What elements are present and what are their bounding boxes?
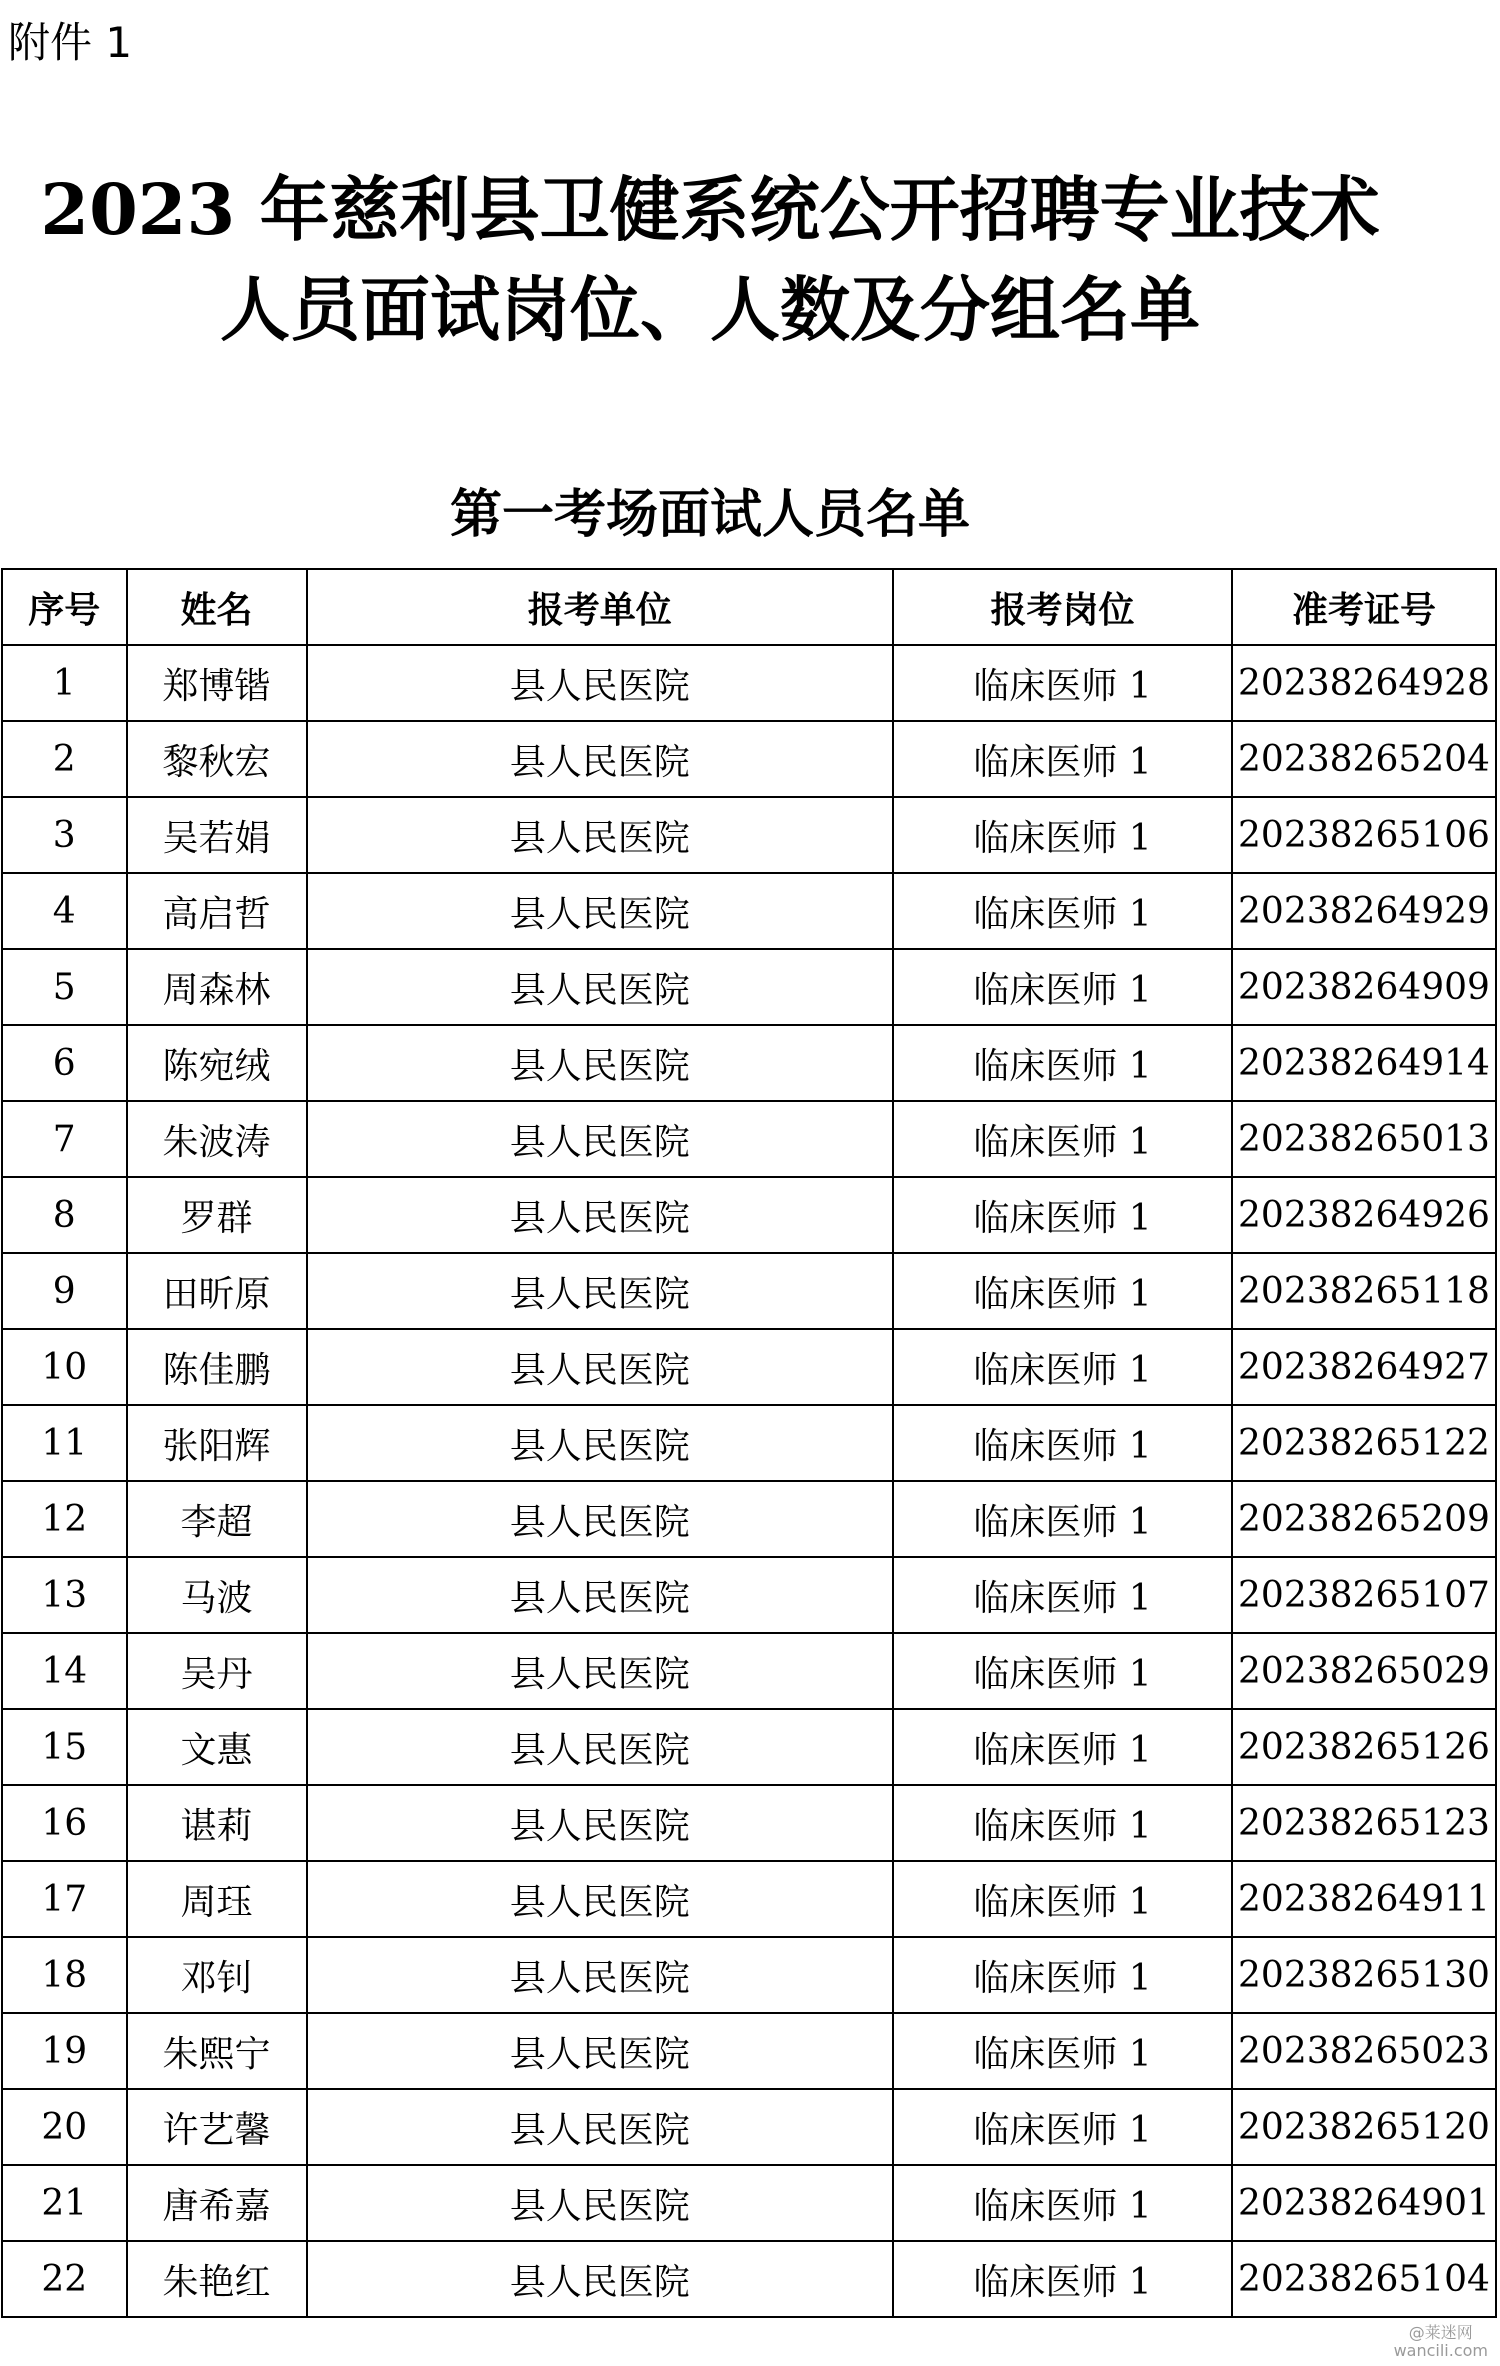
cell-applied-position: 临床医师 1 (893, 1937, 1232, 2013)
cell-name: 吴若娟 (127, 797, 307, 873)
cell-applied-position: 临床医师 1 (893, 1481, 1232, 1557)
cell-applied-position: 临床医师 1 (893, 1253, 1232, 1329)
table-row (2, 2241, 1496, 2317)
cell-serial-number: 16 (2, 1785, 127, 1861)
cell-name: 朱波涛 (127, 1101, 307, 1177)
cell-applied-unit: 县人民医院 (307, 1253, 894, 1329)
cell-applied-unit: 县人民医院 (307, 2013, 894, 2089)
cell-serial-number: 17 (2, 1861, 127, 1937)
cell-name: 周森林 (127, 949, 307, 1025)
cell-name: 谌莉 (127, 1785, 307, 1861)
cell-admission-ticket: 20238264929 (1232, 873, 1496, 949)
cell-applied-unit: 县人民医院 (307, 1101, 894, 1177)
cell-applied-position: 临床医师 1 (893, 797, 1232, 873)
header-serial-number: 序号 (2, 569, 127, 645)
cell-applied-position: 临床医师 1 (893, 873, 1232, 949)
cell-serial-number: 12 (2, 1481, 127, 1557)
cell-applied-unit: 县人民医院 (307, 1177, 894, 1253)
cell-applied-position: 临床医师 1 (893, 1557, 1232, 1633)
cell-applied-position: 临床医师 1 (893, 2013, 1232, 2089)
table-row (2, 949, 1496, 1025)
cell-name: 朱艳红 (127, 2241, 307, 2317)
cell-name: 张阳辉 (127, 1405, 307, 1481)
cell-applied-position: 临床医师 1 (893, 1405, 1232, 1481)
cell-admission-ticket: 20238265023 (1232, 2013, 1496, 2089)
header-admission-ticket: 准考证号 (1232, 569, 1496, 645)
cell-applied-unit: 县人民医院 (307, 873, 894, 949)
cell-applied-position: 临床医师 1 (893, 1101, 1232, 1177)
cell-applied-position: 临床医师 1 (893, 645, 1232, 721)
cell-admission-ticket: 20238264909 (1232, 949, 1496, 1025)
cell-name: 罗群 (127, 1177, 307, 1253)
cell-applied-position: 临床医师 1 (893, 1861, 1232, 1937)
cell-applied-unit: 县人民医院 (307, 1785, 894, 1861)
cell-applied-position: 临床医师 1 (893, 1709, 1232, 1785)
cell-applied-unit: 县人民医院 (307, 645, 894, 721)
cell-serial-number: 13 (2, 1557, 127, 1633)
cell-applied-position: 临床医师 1 (893, 2089, 1232, 2165)
cell-serial-number: 14 (2, 1633, 127, 1709)
cell-admission-ticket: 20238265123 (1232, 1785, 1496, 1861)
cell-applied-position: 临床医师 1 (893, 2241, 1232, 2317)
cell-admission-ticket: 20238265107 (1232, 1557, 1496, 1633)
cell-applied-position: 临床医师 1 (893, 949, 1232, 1025)
cell-applied-unit: 县人民医院 (307, 2165, 894, 2241)
cell-applied-unit: 县人民医院 (307, 1329, 894, 1405)
cell-serial-number: 15 (2, 1709, 127, 1785)
table-row (2, 1101, 1496, 1177)
cell-applied-position: 临床医师 1 (893, 1785, 1232, 1861)
section-subtitle: 第一考场面试人员名单 (449, 485, 970, 545)
header-name: 姓名 (127, 569, 307, 645)
cell-name: 吴丹 (127, 1633, 307, 1709)
table-row (2, 1557, 1496, 1633)
table-row (2, 797, 1496, 873)
cell-name: 周珏 (127, 1861, 307, 1937)
cell-admission-ticket: 20238265120 (1232, 2089, 1496, 2165)
header-applied-position: 报考岗位 (893, 569, 1232, 645)
cell-serial-number: 5 (2, 949, 127, 1025)
watermark-line-2: wancili.com (1393, 2341, 1488, 2360)
attachment-label: 附件 1 (8, 18, 133, 67)
cell-name: 李超 (127, 1481, 307, 1557)
cell-applied-position: 临床医师 1 (893, 1025, 1232, 1101)
table-row (2, 1785, 1496, 1861)
cell-admission-ticket: 20238264901 (1232, 2165, 1496, 2241)
watermark-line-1: @莱迷网 (1408, 2323, 1473, 2342)
cell-applied-unit: 县人民医院 (307, 797, 894, 873)
cell-serial-number: 4 (2, 873, 127, 949)
cell-name: 陈宛绒 (127, 1025, 307, 1101)
cell-applied-unit: 县人民医院 (307, 2241, 894, 2317)
cell-admission-ticket: 20238265029 (1232, 1633, 1496, 1709)
table-row (2, 645, 1496, 721)
cell-name: 朱熙宁 (127, 2013, 307, 2089)
cell-applied-position: 临床医师 1 (893, 721, 1232, 797)
cell-applied-unit: 县人民医院 (307, 1861, 894, 1937)
cell-serial-number: 22 (2, 2241, 127, 2317)
title-line-2: 人员面试岗位、人数及分组名单 (220, 268, 1200, 351)
cell-serial-number: 6 (2, 1025, 127, 1101)
cell-applied-unit: 县人民医院 (307, 1557, 894, 1633)
cell-admission-ticket: 20238264928 (1232, 645, 1496, 721)
cell-applied-position: 临床医师 1 (893, 1177, 1232, 1253)
cell-name: 高启哲 (127, 873, 307, 949)
cell-admission-ticket: 20238265118 (1232, 1253, 1496, 1329)
table-row (2, 1025, 1496, 1101)
cell-name: 田昕原 (127, 1253, 307, 1329)
cell-name: 郑博锴 (127, 645, 307, 721)
cell-admission-ticket: 20238265204 (1232, 721, 1496, 797)
cell-applied-unit: 县人民医院 (307, 1481, 894, 1557)
cell-admission-ticket: 20238264914 (1232, 1025, 1496, 1101)
cell-admission-ticket: 20238265013 (1232, 1101, 1496, 1177)
cell-serial-number: 3 (2, 797, 127, 873)
cell-applied-position: 临床医师 1 (893, 1633, 1232, 1709)
cell-name: 马波 (127, 1557, 307, 1633)
cell-applied-position: 临床医师 1 (893, 1329, 1232, 1405)
cell-admission-ticket: 20238264927 (1232, 1329, 1496, 1405)
table-row (2, 1177, 1496, 1253)
cell-admission-ticket: 20238265122 (1232, 1405, 1496, 1481)
cell-admission-ticket: 20238265104 (1232, 2241, 1496, 2317)
cell-name: 邓钊 (127, 1937, 307, 2013)
cell-admission-ticket: 20238265126 (1232, 1709, 1496, 1785)
cell-name: 文惠 (127, 1709, 307, 1785)
table-row (2, 2089, 1496, 2165)
cell-serial-number: 20 (2, 2089, 127, 2165)
cell-serial-number: 9 (2, 1253, 127, 1329)
cell-serial-number: 8 (2, 1177, 127, 1253)
cell-admission-ticket: 20238264911 (1232, 1861, 1496, 1937)
cell-name: 许艺馨 (127, 2089, 307, 2165)
header-applied-unit: 报考单位 (307, 569, 894, 645)
cell-name: 唐希嘉 (127, 2165, 307, 2241)
table-row (2, 1633, 1496, 1709)
cell-applied-unit: 县人民医院 (307, 1025, 894, 1101)
cell-serial-number: 10 (2, 1329, 127, 1405)
cell-applied-unit: 县人民医院 (307, 1633, 894, 1709)
cell-applied-unit: 县人民医院 (307, 1709, 894, 1785)
table-row (2, 1405, 1496, 1481)
cell-serial-number: 2 (2, 721, 127, 797)
cell-applied-unit: 县人民医院 (307, 721, 894, 797)
cell-serial-number: 1 (2, 645, 127, 721)
table-row (2, 1329, 1496, 1405)
cell-applied-unit: 县人民医院 (307, 2089, 894, 2165)
cell-serial-number: 11 (2, 1405, 127, 1481)
table-row (2, 2165, 1496, 2241)
table-row (2, 1861, 1496, 1937)
table-row (2, 1709, 1496, 1785)
cell-serial-number: 7 (2, 1101, 127, 1177)
table-row (2, 1937, 1496, 2013)
table-row (2, 2013, 1496, 2089)
cell-name: 陈佳鹏 (127, 1329, 307, 1405)
cell-serial-number: 19 (2, 2013, 127, 2089)
table-header-row (2, 569, 1496, 645)
table-row (2, 873, 1496, 949)
cell-applied-unit: 县人民医院 (307, 949, 894, 1025)
cell-name: 黎秋宏 (127, 721, 307, 797)
cell-serial-number: 18 (2, 1937, 127, 2013)
cell-applied-unit: 县人民医院 (307, 1937, 894, 2013)
cell-serial-number: 21 (2, 2165, 127, 2241)
cell-applied-unit: 县人民医院 (307, 1405, 894, 1481)
cell-admission-ticket: 20238265106 (1232, 797, 1496, 873)
cell-admission-ticket: 20238264926 (1232, 1177, 1496, 1253)
cell-admission-ticket: 20238265130 (1232, 1937, 1496, 2013)
table-row (2, 721, 1496, 797)
watermark (1394, 2324, 1488, 2360)
table-row (2, 1481, 1496, 1557)
cell-admission-ticket: 20238265209 (1232, 1481, 1496, 1557)
title-line-1: 2023 年慈利县卫健系统公开招聘专业技术 (40, 168, 1380, 251)
document-title (0, 160, 1420, 360)
table-row (2, 1253, 1496, 1329)
candidate-table (1, 568, 1497, 2318)
cell-applied-position: 临床医师 1 (893, 2165, 1232, 2241)
